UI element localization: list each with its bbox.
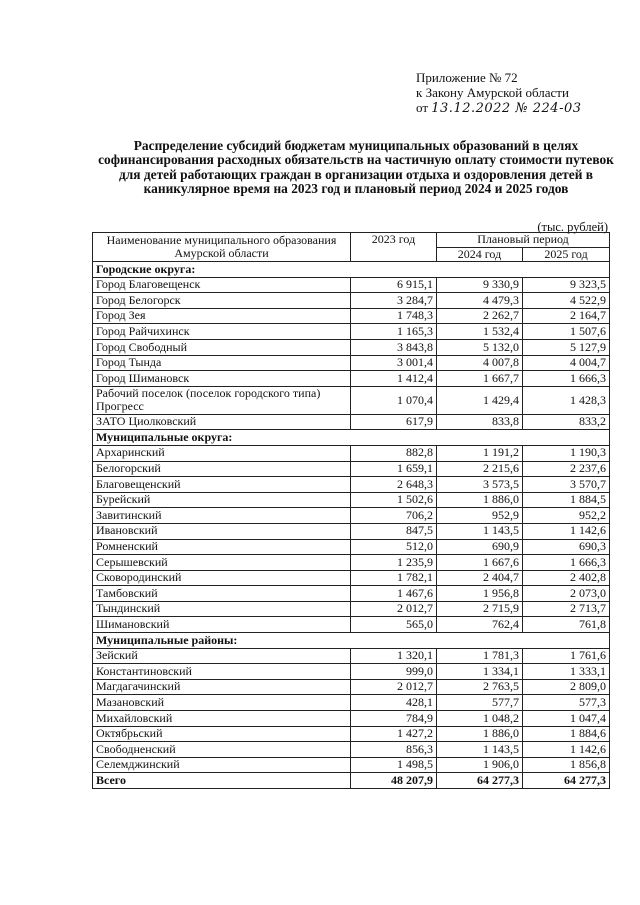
municipality-name: Ивановский xyxy=(93,523,351,539)
municipality-name: Свободненский xyxy=(93,742,351,758)
table-row xyxy=(93,414,610,430)
table-row xyxy=(93,508,610,524)
municipality-name: Ромненский xyxy=(93,539,351,555)
municipality-name: Архаринский xyxy=(93,445,351,461)
municipality-name: Город Свободный xyxy=(93,339,351,355)
table-header xyxy=(93,233,610,262)
value-2024: 2 215,6 xyxy=(437,461,523,477)
municipality-name: Город Тында xyxy=(93,355,351,371)
municipality-name: Октябрьский xyxy=(93,726,351,742)
value-2024: 3 573,5 xyxy=(437,477,523,493)
table-row xyxy=(93,586,610,602)
value-2025: 1 142,6 xyxy=(523,523,610,539)
total-2025: 64 277,3 xyxy=(523,773,610,789)
value-2024: 2 763,5 xyxy=(437,679,523,695)
section-row xyxy=(93,633,610,649)
value-2024: 1 532,4 xyxy=(437,324,523,340)
value-2023: 3 284,7 xyxy=(351,293,437,309)
municipality-name: Город Райчихинск xyxy=(93,324,351,340)
value-2023: 565,0 xyxy=(351,617,437,633)
table-row xyxy=(93,679,610,695)
value-2024: 833,8 xyxy=(437,414,523,430)
subsidy-table xyxy=(92,232,610,789)
value-2024: 4 479,3 xyxy=(437,293,523,309)
value-2024: 1 334,1 xyxy=(437,664,523,680)
value-2023: 999,0 xyxy=(351,664,437,680)
header-name: Наименование муниципального образования Амурской области xyxy=(93,233,351,262)
value-2024: 952,9 xyxy=(437,508,523,524)
value-2024: 5 132,0 xyxy=(437,339,523,355)
handwritten-date-number: 13.12.2022 № 224-03 xyxy=(431,101,582,116)
value-2025: 1 142,6 xyxy=(523,742,610,758)
value-2024: 1 048,2 xyxy=(437,711,523,727)
value-2025: 1 884,5 xyxy=(523,492,610,508)
value-2024: 1 191,2 xyxy=(437,445,523,461)
municipality-name: Селемджинский xyxy=(93,757,351,773)
value-2024: 762,4 xyxy=(437,617,523,633)
table-body xyxy=(93,262,610,789)
value-2023: 1 659,1 xyxy=(351,461,437,477)
municipality-name: Город Белогорск xyxy=(93,293,351,309)
value-2024: 1 886,0 xyxy=(437,726,523,742)
value-2023: 1 235,9 xyxy=(351,555,437,571)
value-2023: 706,2 xyxy=(351,508,437,524)
municipality-name: Город Шимановск xyxy=(93,371,351,387)
municipality-name: Благовещенский xyxy=(93,477,351,493)
value-2024: 1 143,5 xyxy=(437,523,523,539)
municipality-name: Белогорский xyxy=(93,461,351,477)
value-2023: 1 165,3 xyxy=(351,324,437,340)
value-2025: 2 237,6 xyxy=(523,461,610,477)
value-2024: 1 143,5 xyxy=(437,742,523,758)
value-2025: 1 428,3 xyxy=(523,386,610,414)
municipality-name: ЗАТО Циолковский xyxy=(93,414,351,430)
appendix-date-line xyxy=(416,100,631,116)
appendix-header xyxy=(416,70,631,116)
municipality-name: Магдагачинский xyxy=(93,679,351,695)
value-2024: 9 330,9 xyxy=(437,277,523,293)
table-row xyxy=(93,695,610,711)
value-2025: 1 761,6 xyxy=(523,648,610,664)
value-2023: 1 427,2 xyxy=(351,726,437,742)
value-2023: 1 748,3 xyxy=(351,308,437,324)
table-row xyxy=(93,757,610,773)
value-2023: 856,3 xyxy=(351,742,437,758)
value-2024: 1 429,4 xyxy=(437,386,523,414)
municipality-name: Город Благовещенск xyxy=(93,277,351,293)
table-row xyxy=(93,664,610,680)
header-2025: 2025 год xyxy=(523,247,610,262)
table-row xyxy=(93,742,610,758)
value-2024: 4 007,8 xyxy=(437,355,523,371)
value-2025: 1 666,3 xyxy=(523,371,610,387)
table-row xyxy=(93,711,610,727)
value-2024: 2 715,9 xyxy=(437,601,523,617)
municipality-name: Мазановский xyxy=(93,695,351,711)
table-row xyxy=(93,386,610,414)
value-2025: 2 164,7 xyxy=(523,308,610,324)
table-row xyxy=(93,339,610,355)
value-2023: 2 648,3 xyxy=(351,477,437,493)
value-2025: 1 856,8 xyxy=(523,757,610,773)
value-2024: 1 781,3 xyxy=(437,648,523,664)
units-label: (тыс. рублей) xyxy=(537,220,608,234)
section-title: Муниципальные округа: xyxy=(93,430,610,446)
value-2025: 1 190,3 xyxy=(523,445,610,461)
table-row xyxy=(93,601,610,617)
value-2023: 2 012,7 xyxy=(351,679,437,695)
table-row xyxy=(93,726,610,742)
table-row xyxy=(93,570,610,586)
municipality-name: Зейский xyxy=(93,648,351,664)
municipality-name: Михайловский xyxy=(93,711,351,727)
section-row xyxy=(93,430,610,446)
section-row xyxy=(93,262,610,278)
value-2023: 882,8 xyxy=(351,445,437,461)
value-2024: 577,7 xyxy=(437,695,523,711)
value-2025: 833,2 xyxy=(523,414,610,430)
appendix-date-prefix: от xyxy=(416,100,429,115)
municipality-name: Серышевский xyxy=(93,555,351,571)
total-label: Всего xyxy=(93,773,351,789)
value-2024: 1 906,0 xyxy=(437,757,523,773)
municipality-name: Сковородинский xyxy=(93,570,351,586)
municipality-name: Шимановский xyxy=(93,617,351,633)
value-2025: 1 507,6 xyxy=(523,324,610,340)
value-2023: 428,1 xyxy=(351,695,437,711)
municipality-name: Рабочий поселок (поселок городского типа) Прогресс xyxy=(93,386,351,414)
table-row xyxy=(93,277,610,293)
value-2025: 3 570,7 xyxy=(523,477,610,493)
value-2023: 512,0 xyxy=(351,539,437,555)
value-2025: 761,8 xyxy=(523,617,610,633)
total-row xyxy=(93,773,610,789)
value-2025: 2 073,0 xyxy=(523,586,610,602)
value-2023: 847,5 xyxy=(351,523,437,539)
value-2024: 1 667,6 xyxy=(437,555,523,571)
value-2024: 1 667,7 xyxy=(437,371,523,387)
table-row xyxy=(93,648,610,664)
table-row xyxy=(93,461,610,477)
value-2024: 2 404,7 xyxy=(437,570,523,586)
section-title: Муниципальные районы: xyxy=(93,633,610,649)
municipality-name: Город Зея xyxy=(93,308,351,324)
municipality-name: Бурейский xyxy=(93,492,351,508)
value-2023: 3 843,8 xyxy=(351,339,437,355)
header-2024: 2024 год xyxy=(437,247,523,262)
value-2023: 1 467,6 xyxy=(351,586,437,602)
municipality-name: Завитинский xyxy=(93,508,351,524)
value-2025: 2 713,7 xyxy=(523,601,610,617)
value-2025: 577,3 xyxy=(523,695,610,711)
table-row xyxy=(93,477,610,493)
value-2024: 1 956,8 xyxy=(437,586,523,602)
value-2023: 3 001,4 xyxy=(351,355,437,371)
value-2025: 1 884,6 xyxy=(523,726,610,742)
value-2024: 1 886,0 xyxy=(437,492,523,508)
value-2023: 1 412,4 xyxy=(351,371,437,387)
document-title: Распределение субсидий бюджетам муниципальных образований в целях софинансирования расходных обязательств на частичную оплату стоимости путевок для детей работающих граждан в организации отдыха и оздоровления детей в каникулярное время на 2023 год и плановый период 2024 и 2025 годов xyxy=(98,138,614,197)
value-2025: 1 333,1 xyxy=(523,664,610,680)
value-2025: 1 666,3 xyxy=(523,555,610,571)
value-2024: 2 262,7 xyxy=(437,308,523,324)
value-2023: 784,9 xyxy=(351,711,437,727)
municipality-name: Константиновский xyxy=(93,664,351,680)
value-2023: 1 502,6 xyxy=(351,492,437,508)
table-row xyxy=(93,523,610,539)
total-2024: 64 277,3 xyxy=(437,773,523,789)
table-row xyxy=(93,617,610,633)
value-2023: 1 070,4 xyxy=(351,386,437,414)
value-2025: 4 004,7 xyxy=(523,355,610,371)
appendix-number: Приложение № 72 xyxy=(416,70,518,85)
table-row xyxy=(93,293,610,309)
table-row xyxy=(93,371,610,387)
value-2023: 1 320,1 xyxy=(351,648,437,664)
value-2025: 2 809,0 xyxy=(523,679,610,695)
value-2025: 2 402,8 xyxy=(523,570,610,586)
table-row xyxy=(93,492,610,508)
header-plan-period: Плановый период xyxy=(437,233,610,248)
value-2023: 1 498,5 xyxy=(351,757,437,773)
value-2025: 952,2 xyxy=(523,508,610,524)
table-row xyxy=(93,324,610,340)
table-row xyxy=(93,555,610,571)
value-2023: 617,9 xyxy=(351,414,437,430)
value-2023: 6 915,1 xyxy=(351,277,437,293)
municipality-name: Тындинский xyxy=(93,601,351,617)
section-title: Городские округа: xyxy=(93,262,610,278)
value-2025: 5 127,9 xyxy=(523,339,610,355)
municipality-name: Тамбовский xyxy=(93,586,351,602)
value-2024: 690,9 xyxy=(437,539,523,555)
total-2023: 48 207,9 xyxy=(351,773,437,789)
value-2025: 9 323,5 xyxy=(523,277,610,293)
value-2023: 2 012,7 xyxy=(351,601,437,617)
table-row xyxy=(93,308,610,324)
header-2023: 2023 год xyxy=(351,233,437,262)
table-row xyxy=(93,355,610,371)
value-2025: 4 522,9 xyxy=(523,293,610,309)
value-2025: 690,3 xyxy=(523,539,610,555)
value-2023: 1 782,1 xyxy=(351,570,437,586)
value-2025: 1 047,4 xyxy=(523,711,610,727)
table-row xyxy=(93,445,610,461)
appendix-law: к Закону Амурской области xyxy=(416,85,569,100)
table-row xyxy=(93,539,610,555)
